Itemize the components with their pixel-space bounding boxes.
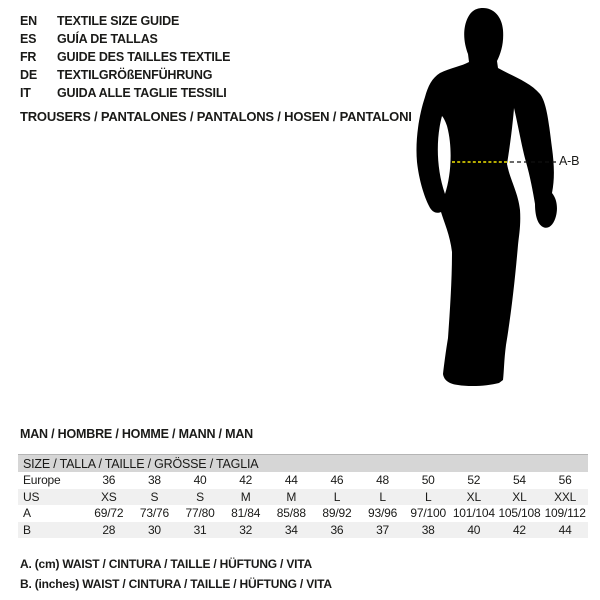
row-label: US: [23, 489, 40, 504]
language-row-fr: [20, 48, 230, 66]
language-code: DE: [20, 68, 37, 82]
language-row-en: [20, 12, 230, 30]
table-cell: S: [150, 489, 159, 504]
table-cell: 52: [467, 473, 481, 488]
table-cell: 42: [239, 473, 253, 488]
table-cell: 40: [467, 522, 481, 537]
table-cell: 32: [239, 522, 253, 537]
table-cell: 40: [193, 473, 207, 488]
measure-note: B. (inches) WAIST / CINTURA / TAILLE / HÜFTUNG / VITA: [20, 576, 332, 591]
row-label: A: [23, 506, 31, 521]
language-code: FR: [20, 50, 37, 64]
measure-notes: [20, 555, 332, 594]
table-cell: 89/92: [322, 506, 352, 521]
table-cell: 56: [558, 473, 572, 488]
size-table-header-row: [18, 455, 588, 473]
table-cell: L: [424, 489, 432, 504]
table-cell: M: [240, 489, 251, 504]
table-cell: 30: [147, 522, 161, 537]
table-cell: 36: [330, 522, 344, 537]
table-cell: 105/108: [498, 506, 541, 521]
table-cell: 48: [376, 473, 390, 488]
table-cell: 81/84: [231, 506, 261, 521]
language-code: EN: [20, 14, 37, 28]
table-cell: 101/104: [452, 506, 495, 521]
table-cell: 50: [421, 473, 435, 488]
section-heading-man: MAN / HOMBRE / HOMME / MANN / MAN: [20, 427, 253, 441]
table-cell: XXL: [554, 489, 577, 504]
language-label: TEXTILGRÖßENFÜHRUNG: [57, 68, 213, 82]
table-cell: XS: [101, 489, 117, 504]
language-label: GUIDE DES TAILLES TEXTILE: [57, 50, 231, 64]
table-cell: S: [196, 489, 204, 504]
table-cell: XL: [466, 489, 481, 504]
language-row-es: [20, 30, 230, 48]
table-cell: 77/80: [185, 506, 215, 521]
table-cell: 34: [284, 522, 298, 537]
measure-note: A. (cm) WAIST / CINTURA / TAILLE / HÜFTUNG / VITA: [20, 557, 312, 571]
language-code: IT: [20, 86, 31, 100]
language-list: [20, 12, 230, 102]
table-cell: L: [333, 489, 341, 504]
table-cell: 54: [512, 473, 526, 488]
table-cell: 93/96: [368, 506, 398, 521]
language-code: ES: [20, 32, 37, 46]
table-cell: 46: [330, 473, 344, 488]
table-row-a: [18, 505, 588, 522]
table-cell: 44: [558, 522, 572, 537]
table-cell: 73/76: [139, 506, 169, 521]
table-cell: 44: [284, 473, 298, 488]
size-table-body: [18, 472, 588, 538]
table-cell: 37: [376, 522, 390, 537]
table-cell: M: [286, 489, 297, 504]
table-cell: XL: [512, 489, 527, 504]
row-label: B: [23, 522, 31, 537]
table-row-us: [18, 489, 588, 506]
table-cell: 42: [512, 522, 526, 537]
table-cell: 38: [147, 473, 161, 488]
table-row-europe: [18, 472, 588, 489]
table-cell: 31: [193, 522, 207, 537]
table-cell: 109/112: [544, 506, 586, 521]
language-label: GUIDA ALLE TAGLIE TESSILI: [57, 86, 227, 100]
language-row-it: [20, 84, 230, 102]
garment-heading: TROUSERS / PANTALONES / PANTALONS / HOSEN / PANTALONI: [20, 109, 412, 124]
table-cell: 38: [421, 522, 435, 537]
table-cell: 69/72: [94, 506, 124, 521]
silhouette-shape: [416, 8, 556, 386]
language-label: TEXTILE SIZE GUIDE: [57, 14, 180, 28]
size-table: [18, 454, 588, 538]
language-row-de: [20, 66, 230, 84]
table-cell: L: [379, 489, 386, 504]
language-label: GUÍA DE TALLAS: [57, 32, 158, 46]
table-row-b: [18, 522, 588, 539]
size-table-header: SIZE / TALLA / TAILLE / GRÖSSE / TAGLIA: [18, 455, 588, 473]
man-silhouette: [405, 0, 600, 400]
row-label: Europe: [23, 473, 61, 488]
table-cell: 85/88: [276, 506, 306, 521]
measure-label-ab: A-B: [559, 154, 580, 168]
table-cell: 97/100: [410, 506, 446, 521]
table-cell: 28: [102, 522, 116, 537]
table-cell: 36: [102, 473, 116, 488]
